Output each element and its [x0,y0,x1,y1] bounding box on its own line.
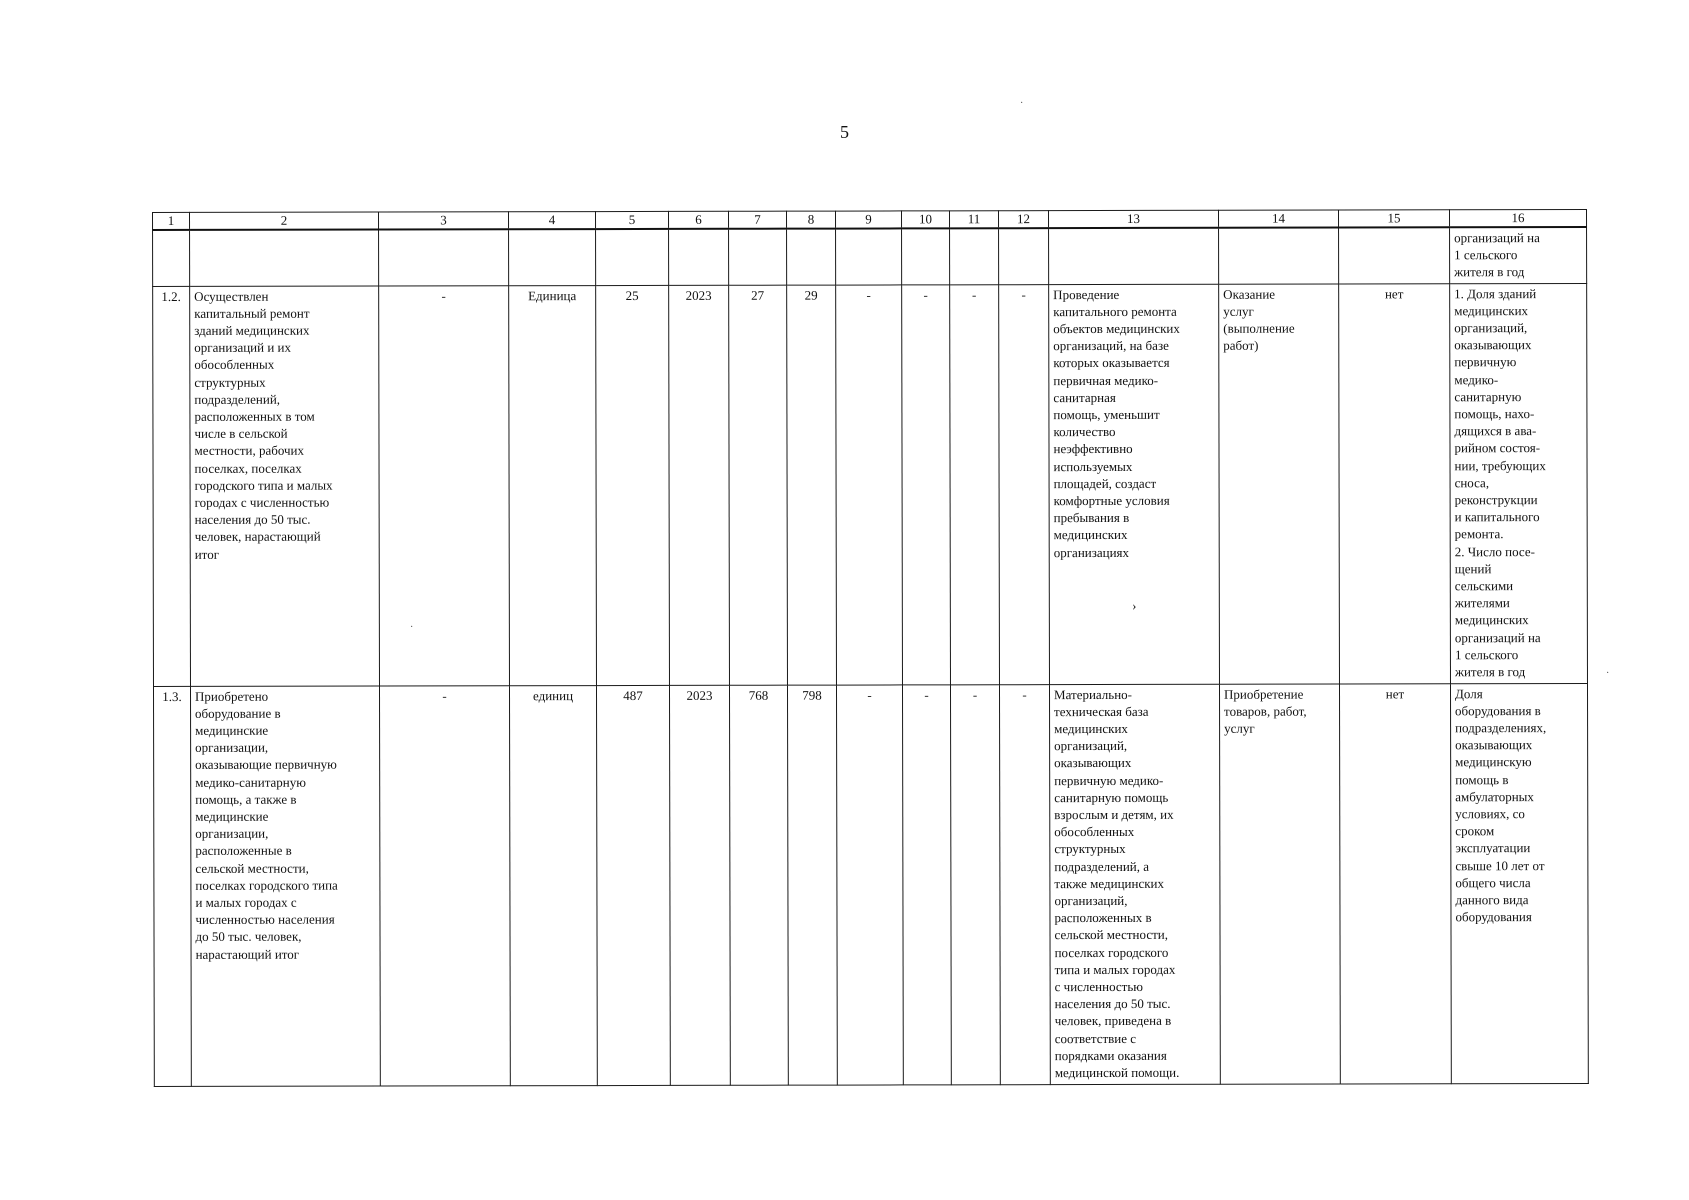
cell-col9: - [836,284,903,684]
cell-col12: - [999,684,1050,1084]
cell-col8: 29 [787,285,837,685]
column-number: 14 [1218,210,1338,228]
cell-col7: 768 [729,685,788,1085]
column-number: 5 [596,211,669,229]
cell-base-value: 487 [596,685,670,1085]
column-number: 7 [728,211,786,229]
cell-base-year: 2023 [669,685,730,1085]
cell-base-year: 2023 [669,285,730,685]
column-number: 9 [835,211,901,229]
cell-col11 [950,228,999,284]
column-number: 3 [379,212,509,230]
cell-result [190,230,379,286]
cell-indicator [1450,683,1588,1083]
type-text: Приобретение товаров, работ, услуг [1223,686,1307,736]
cell-type [1219,228,1339,284]
column-number: 12 [998,211,1048,229]
scan-speck: · [1020,98,1024,109]
cell-unit: Единица [509,285,597,685]
cell-description [1049,284,1220,684]
cell-col3: - [379,285,510,685]
cell-result [190,686,380,1086]
column-number: 6 [668,211,728,229]
table-row [153,283,1588,686]
cell-base-year [669,229,729,285]
cell-col3 [379,229,509,285]
page-number: 5 [840,122,849,142]
column-number: 15 [1338,210,1449,228]
cell-indicator [1450,227,1587,283]
column-number: 2 [190,212,379,230]
cell-col15: нет [1339,283,1451,683]
description-text: Материально- техническая база медицинских организаций, оказывающих первичную медико- санитарную помощь взрослым и детям, их обособленных структурных подразделений, а также медицинских организаций, расположенных в сельской местности, поселках городского типа и малых городах с численностью населения до 50 тыс. человек, приведена в соответствие с порядками оказания медицинской помощи. [1053,686,1180,1081]
column-number: 11 [949,211,998,229]
cell-col8: 798 [787,685,837,1085]
bullet-mark: › [1132,597,1137,613]
cell-unit: единиц [509,685,597,1085]
result-text: Осуществлен капитальный ремонт зданий медицинских организаций и их обособленных структурных подразделений, расположенных в том числе в сельской местности, рабочих поселках, поселках городского типа и малых городах с численностью населения до 50 тыс. человек, нарастающий итог [194,288,333,562]
cell-col7: 27 [729,285,788,685]
cell-col10 [902,228,950,284]
column-number: 4 [509,212,596,230]
cell-col15: нет [1339,683,1451,1083]
indicator-table [152,209,1589,1087]
indicator-text: 1. Доля зданий медицинских организаций, оказывающих первичную медико- санитарную помощь, нахо- дящихся в ава- рийном состоя- нии, требующих сноса, реконструкции и капитального ремонта. 2. Число посе- щений сельскими жителями медицинских организаций на 1 сельского жителя в год [1454,285,1546,680]
cell-col10: - [902,684,951,1084]
cell-unit [509,229,596,285]
column-number: 1 [153,212,190,230]
cell-description [1049,684,1220,1084]
column-number: 13 [1048,210,1218,228]
indicator-text: Доля оборудования в подразделениях, оказывающих медицинскую помощь в амбулаторных условиях, со сроком эксплуатации свыше 10 лет от общего числа данного вида оборудования [1454,685,1547,925]
cell-col12: - [999,284,1050,684]
cell-number: 1.3. [153,686,191,1086]
description-text: Проведение капитального ремонта объектов медицинских организаций, на базе которых оказывается первичная медико- санитарная помощь, уменьшит количество неэффективно используемых площадей, создаст комфортные условия пребывания в медицинских организациях [1053,286,1180,560]
cell-col15 [1339,227,1450,283]
scan-speck: · [1606,668,1610,679]
cell-base-value: 25 [596,285,670,685]
cell-number [153,230,190,286]
cell-col9 [836,228,902,284]
indicator-text: организаций на 1 сельского жителя в год [1454,230,1540,280]
cell-col10: - [902,284,951,684]
column-number: 8 [786,211,835,229]
cell-indicator [1450,283,1588,683]
cell-number: 1.2. [153,286,191,686]
scan-speck: · [410,622,414,633]
cell-col12 [999,228,1049,284]
column-number: 16 [1449,209,1586,227]
table-row-continuation [153,227,1587,286]
cell-col3: - [379,685,510,1085]
cell-base-value [596,229,669,285]
result-text: Приобретено оборудование в медицинские организации, оказывающие первичную медико-санитарную помощь, а также в медицинские организации, расположенные в сельской местности, поселках городского типа и малых городах с численностью населения до 50 тыс. человек, нарастающий итог [194,688,338,962]
column-number: 10 [901,211,949,229]
cell-description [1049,228,1219,284]
cell-type [1219,284,1340,684]
cell-col11: - [950,284,1000,684]
cell-type [1219,684,1340,1084]
cell-result [190,286,380,686]
cell-col11: - [950,684,1000,1084]
cell-col9: - [836,684,903,1084]
cell-col8 [787,229,836,285]
type-text: Оказание услуг (выполнение работ) [1223,286,1295,353]
table-row [153,683,1588,1086]
cell-col7 [729,229,787,285]
